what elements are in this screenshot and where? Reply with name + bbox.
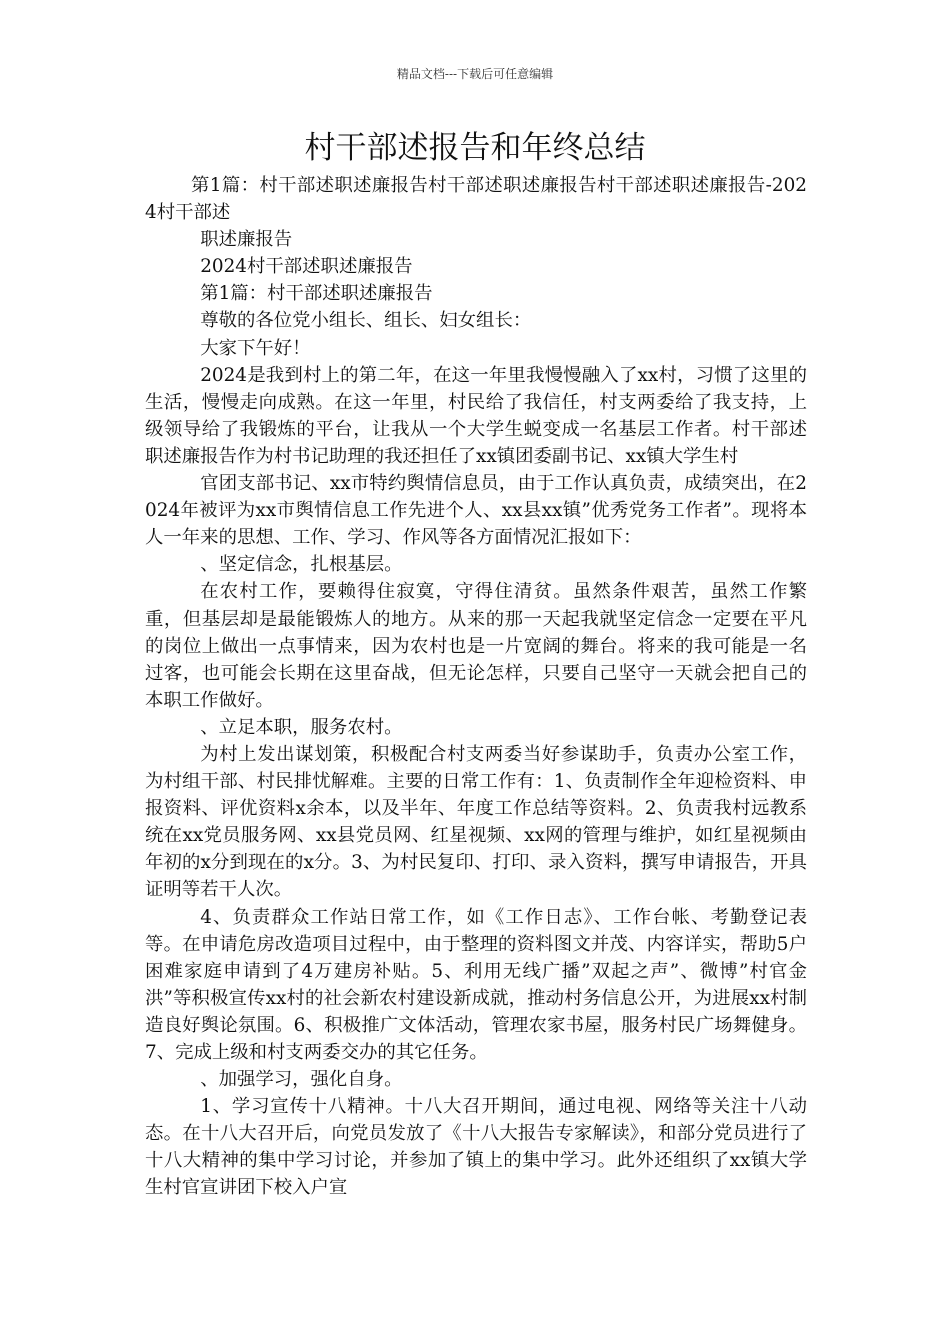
paragraph: 为村上发出谋划策，积极配合村支两委当好参谋助手，负责办公室工作，为村组干部、村民排忧解难。主要的日常工作有：1、负责制作全年迎检资料、申报资料、评优资料x余本，以及半年、年度工作总结等资料。2、负责我村远教系统在xx党员服务网、xx县党员网、红星视频、xx网的管理与维护，如红星视频由年初的x分到现在的x分。3、为村民复印、打印、录入资料，撰写申请报告，开具证明等若干人次。 xyxy=(145,743,807,901)
paragraph: 第1篇：村干部述职述廉报告村干部述职述廉报告村干部述职述廉报告-2024村干部述 xyxy=(145,175,807,224)
paragraph: 尊敬的各位党小组长、组长、妇女组长： xyxy=(200,310,532,332)
paragraph: 在农村工作，要赖得住寂寞，守得住清贫。虽然条件艰苦，虽然工作繁重，但基层却是最能锻炼人的地方。从来的那一天起我就坚定信念一定要在平凡的岗位上做出一点事情来，因为农村也是一片宽阔的舞台。将来的我可能是一名过客，也可能会长期在这里奋战，但无论怎样，只要自己坚守一天就会把自己的本职工作做好。 xyxy=(145,581,807,711)
paragraph: 2024是我到村上的第二年，在这一年里我慢慢融入了xx村，习惯了这里的生活，慢慢走向成熟。在这一年里，村民给了我信任，村支两委给了我支持，上级领导给了我锻炼的平台，让我从一个大学生蜕变成一名基层工作者。村干部述职述廉报告作为村书记助理的我还担任了xx镇团委副书记、xx镇大学生村 xyxy=(145,364,807,467)
paragraph: 官团支部书记、xx市特约舆情信息员，由于工作认真负责，成绩突出，在2024年被评为xx市舆情信息工作先进个人、xx县xx镇”优秀党务工作者”。现将本人一年来的思想、工作、学习、作风等各方面情况汇报如下： xyxy=(145,473,807,549)
paragraph: 2024村干部述职述廉报告 xyxy=(200,256,413,278)
document-title: 村干部述报告和年终总结 xyxy=(304,130,646,166)
paragraph: 大家下午好！ xyxy=(200,337,311,359)
paragraph: 1、学习宣传十八精神。十八大召开期间，通过电视、网络等关注十八动态。在十八大召开后，向党员发放了《十八大报告专家解读》，和部分党员进行了十八大精神的集中学习讨论，并参加了镇上的集中学习。此外还组织了xx镇大学生村官宣讲团下校入户宣 xyxy=(145,1096,807,1199)
paragraph: 第1篇：村干部述职述廉报告 xyxy=(200,283,433,305)
paragraph: 4、负责群众工作站日常工作，如《工作日志》、工作台帐、考勤登记表等。在申请危房改造项目过程中，由于整理的资料图文并茂、内容详实，帮助5户困难家庭申请到了4万建房补贴。5、利用无线广播”双起之声”、微博”村官金洪”等积极宣传xx村的社会新农村建设新成就，推动村务信息公开，为进展xx村制造良好舆论氛围。6、积极推广文体活动，管理农家书屋，服务村民广场舞健身。7、完成上级和村支两委交办的其它任务。 xyxy=(145,906,807,1063)
section-heading: 、坚定信念，扎根基层。 xyxy=(200,554,403,576)
header-note: 精品文档---下载后可任意编辑 xyxy=(396,67,554,81)
section-heading: 、加强学习，强化自身。 xyxy=(200,1069,403,1091)
document-body xyxy=(145,172,807,1202)
section-heading: 、立足本职，服务农村。 xyxy=(200,716,403,738)
paragraph: 职述廉报告 xyxy=(200,229,293,251)
